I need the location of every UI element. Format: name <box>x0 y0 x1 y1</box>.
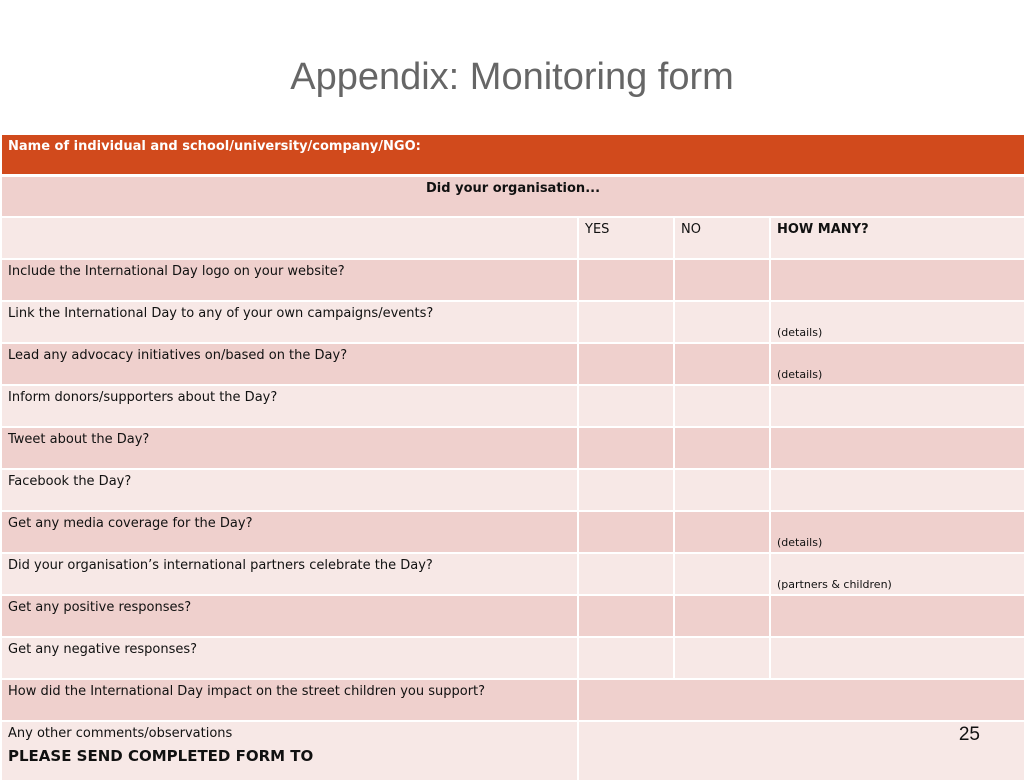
question-label: Did your organisation’s international partners celebrate the Day? <box>1 553 578 595</box>
no-cell[interactable] <box>674 427 770 469</box>
no-cell[interactable] <box>674 301 770 343</box>
yes-cell[interactable] <box>578 343 674 385</box>
how-many-cell[interactable] <box>770 259 1024 301</box>
how-many-note: (details) <box>777 536 823 549</box>
table-row <box>1 427 1024 469</box>
question-label: Inform donors/supporters about the Day? <box>1 385 578 427</box>
monitoring-form-table <box>0 133 1024 782</box>
comments-answer-cell[interactable] <box>578 721 1024 781</box>
question-label: Get any media coverage for the Day? <box>1 511 578 553</box>
yes-cell[interactable] <box>578 469 674 511</box>
yes-cell[interactable] <box>578 385 674 427</box>
impact-row <box>1 679 1024 721</box>
table-row <box>1 343 1024 385</box>
question-label: Tweet about the Day? <box>1 427 578 469</box>
blank-header-cell <box>1 217 578 259</box>
comments-label: Any other comments/observations <box>8 726 233 741</box>
question-label: Lead any advocacy initiatives on/based on the Day? <box>1 343 578 385</box>
table-row <box>1 595 1024 637</box>
no-cell[interactable] <box>674 385 770 427</box>
table-row <box>1 637 1024 679</box>
table-row <box>1 301 1024 343</box>
page-number: 25 <box>958 724 980 745</box>
question-label: Link the International Day to any of your own campaigns/events? <box>1 301 578 343</box>
yes-cell[interactable] <box>578 427 674 469</box>
column-header-how-many: HOW MANY? <box>770 217 1024 259</box>
table-row <box>1 511 1024 553</box>
yes-cell[interactable] <box>578 301 674 343</box>
name-field-label[interactable]: Name of individual and school/university/company/NGO: <box>1 134 1024 175</box>
send-instruction: PLEASE SEND COMPLETED FORM TO <box>8 747 314 765</box>
impact-question-label: How did the International Day impact on the street children you support? <box>1 679 578 721</box>
table-row <box>1 385 1024 427</box>
no-cell[interactable] <box>674 595 770 637</box>
column-header-row <box>1 217 1024 259</box>
table-row <box>1 553 1024 595</box>
comments-row <box>1 721 1024 781</box>
table-row <box>1 259 1024 301</box>
how-many-cell[interactable] <box>770 469 1024 511</box>
question-label: Facebook the Day? <box>1 469 578 511</box>
section-heading-row <box>1 175 1024 217</box>
yes-cell[interactable] <box>578 595 674 637</box>
no-cell[interactable] <box>674 637 770 679</box>
how-many-cell[interactable] <box>770 427 1024 469</box>
table-row <box>1 469 1024 511</box>
how-many-cell[interactable] <box>770 553 1024 595</box>
yes-cell[interactable] <box>578 511 674 553</box>
how-many-note: (details) <box>777 326 823 339</box>
how-many-cell[interactable] <box>770 385 1024 427</box>
section-heading: Did your organisation... <box>1 175 1024 217</box>
no-cell[interactable] <box>674 511 770 553</box>
question-label: Include the International Day logo on your website? <box>1 259 578 301</box>
how-many-cell[interactable] <box>770 511 1024 553</box>
no-cell[interactable] <box>674 469 770 511</box>
yes-cell[interactable] <box>578 637 674 679</box>
question-label: Get any positive responses? <box>1 595 578 637</box>
question-label: Get any negative responses? <box>1 637 578 679</box>
column-header-no: NO <box>674 217 770 259</box>
form-header-row <box>1 134 1024 175</box>
how-many-note: (partners & children) <box>777 578 892 591</box>
impact-answer-cell[interactable] <box>578 679 1024 721</box>
yes-cell[interactable] <box>578 553 674 595</box>
slide-title: Appendix: Monitoring form <box>290 56 734 98</box>
comments-cell <box>1 721 578 781</box>
no-cell[interactable] <box>674 343 770 385</box>
no-cell[interactable] <box>674 553 770 595</box>
no-cell[interactable] <box>674 259 770 301</box>
how-many-cell[interactable] <box>770 637 1024 679</box>
how-many-cell[interactable] <box>770 343 1024 385</box>
how-many-cell[interactable] <box>770 595 1024 637</box>
how-many-cell[interactable] <box>770 301 1024 343</box>
yes-cell[interactable] <box>578 259 674 301</box>
how-many-note: (details) <box>777 368 823 381</box>
column-header-yes: YES <box>578 217 674 259</box>
